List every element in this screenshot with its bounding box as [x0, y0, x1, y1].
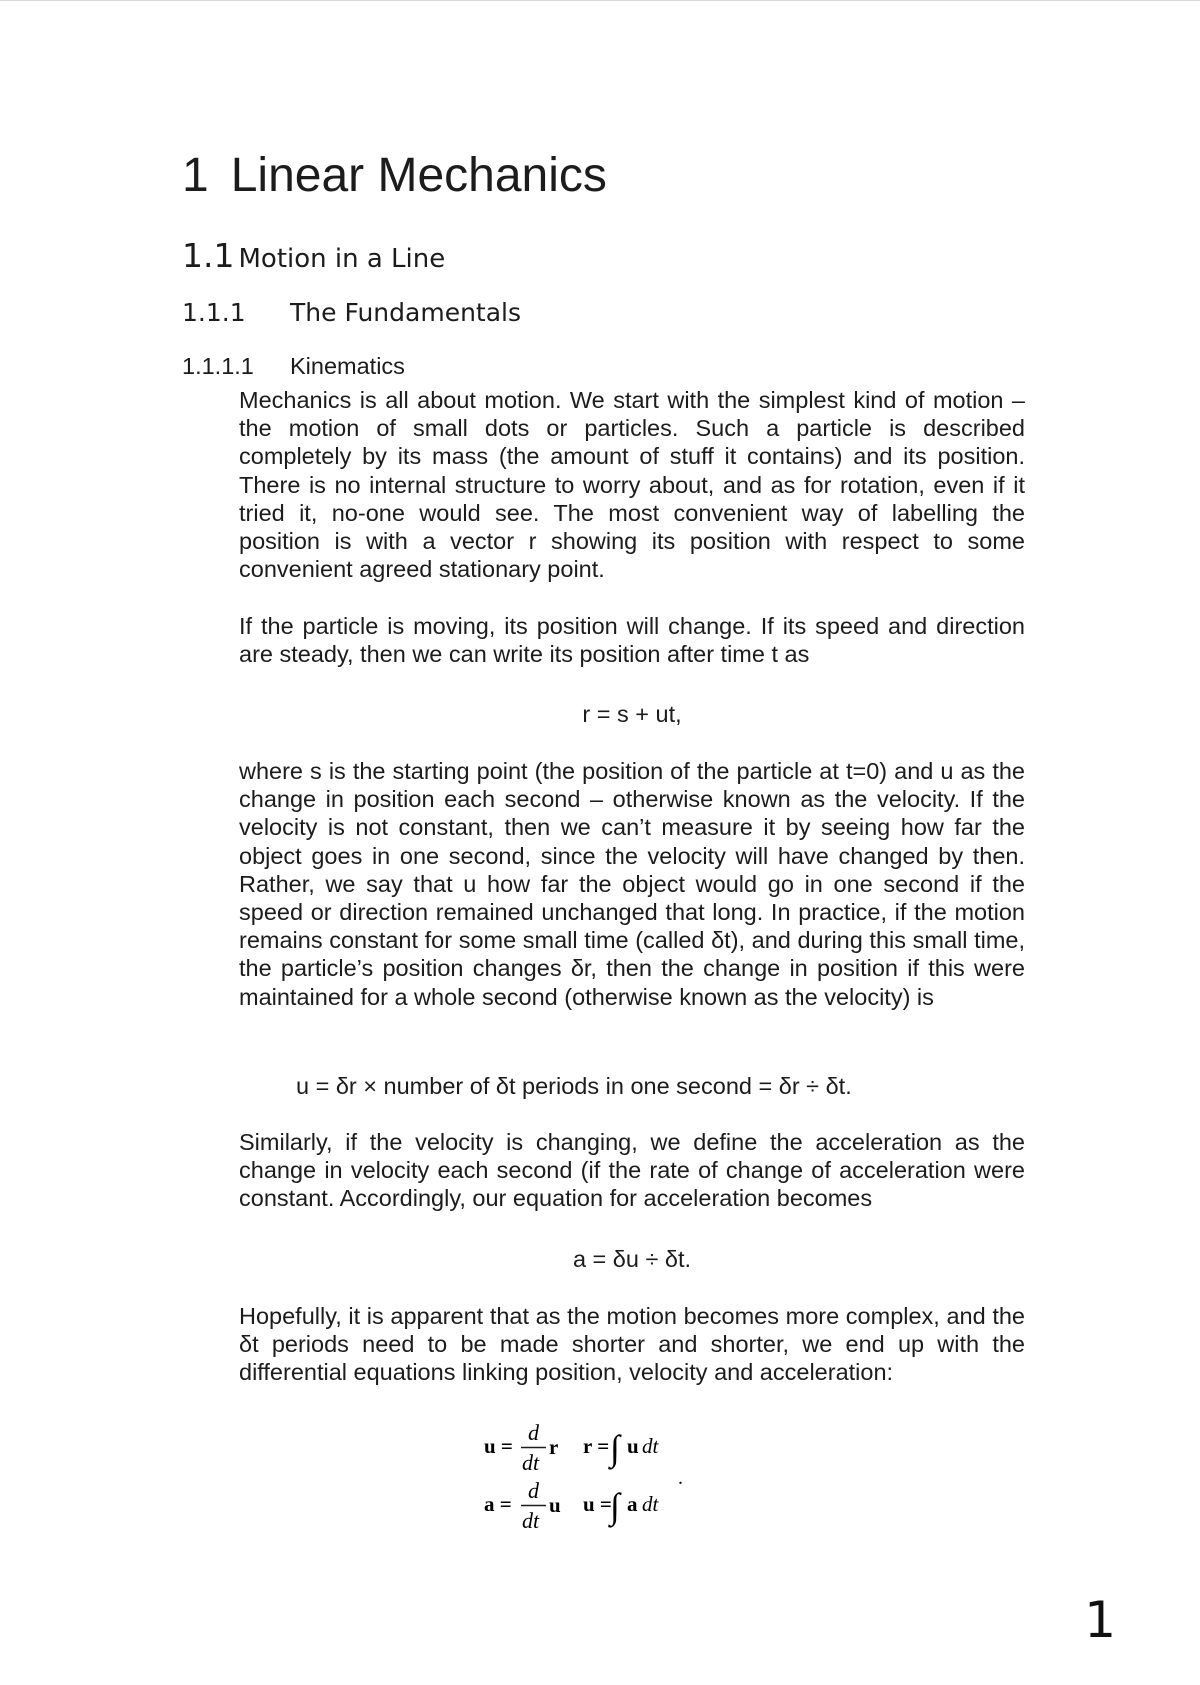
chapter-number: 1	[182, 149, 209, 202]
subsection-number: 1.1.1	[182, 298, 246, 327]
row1-var: r	[549, 1435, 559, 1459]
paragraph-moving-particle: If the particle is moving, its position will change. If its speed and direction are steady, then we can write its position after time t as	[239, 613, 1025, 668]
subsubsection-title: Kinematics	[290, 353, 405, 379]
row2-var: u	[549, 1493, 561, 1517]
row2-integral-icon: ∫	[610, 1486, 620, 1526]
equation-velocity: u = δr × number of δt periods in one second = δr ÷ δt.	[296, 1073, 852, 1099]
section-heading	[182, 236, 445, 279]
trailing-period: .	[678, 1467, 683, 1489]
row2-d: d	[528, 1478, 539, 1503]
differential-equations	[478, 1418, 698, 1548]
row2-int-lhs: u =	[583, 1492, 612, 1516]
paragraph-intro: Mechanics is all about motion. We start with the simplest kind of motion – the motion of small dots or particles. Such a particle is described completely by its mass (the amount of stuff it contains) and its position. There is no internal structure to worry about, and as for rotation, even if it tried it, no-one would see. The most convenient way of labelling the position is with a vector r showing its position with respect to some convenient agreed stationary point.	[239, 387, 1025, 583]
row2-int-dt: dt	[642, 1492, 659, 1516]
paragraph-differential: Hopefully, it is apparent that as the motion becomes more complex, and the δt periods need to be made shorter and shorter, we end up with the differential equations linking position, velocity and acceleration:	[239, 1303, 1025, 1386]
top-border	[0, 0, 1200, 1]
paragraph-velocity: where s is the starting point (the position of the particle at t=0) and u as the change in position each second – otherwise known as the velocity. If the velocity is not constant, then we can’t measure it by seeing how far the object goes in one second, since the velocity will have changed by then. Rather, we say that u how far the object would go in one second if the speed or direction remained unchanged that long. In practice, if the motion remains constant for some small time (called δt), and during this small time, the particle’s position changes δr, then the change in position if this were maintained for a whole second (otherwise known as the velocity) is	[239, 758, 1025, 1010]
row1-int-dt: dt	[642, 1434, 659, 1458]
row1-d: d	[528, 1420, 539, 1445]
subsubsection-number: 1.1.1.1	[182, 353, 254, 379]
row2-int-var: a	[627, 1492, 638, 1516]
row1-dt: dt	[522, 1450, 540, 1475]
page-number: 1	[1084, 1591, 1116, 1649]
row2-lhs: a =	[484, 1492, 512, 1516]
row1-lhs: u =	[484, 1434, 513, 1458]
chapter-heading	[182, 148, 607, 204]
row1-int-var: u	[627, 1434, 639, 1458]
section-number: 1.1	[182, 236, 235, 275]
row1-int-lhs: r =	[583, 1434, 610, 1458]
equation-acceleration: a = δu ÷ δt.	[572, 1246, 692, 1272]
subsection-title: The Fundamentals	[290, 298, 522, 327]
section-title: Motion in a Line	[238, 244, 446, 274]
row2-dt: dt	[522, 1508, 540, 1533]
equation-position: r = s + ut,	[582, 701, 682, 727]
row1-integral-icon: ∫	[610, 1428, 620, 1468]
chapter-title: Linear Mechanics	[230, 149, 607, 202]
paragraph-acceleration: Similarly, if the velocity is changing, we define the acceleration as the change in velocity each second (if the rate of change of acceleration were constant. Accordingly, our equation for acceleration becomes	[239, 1129, 1025, 1212]
